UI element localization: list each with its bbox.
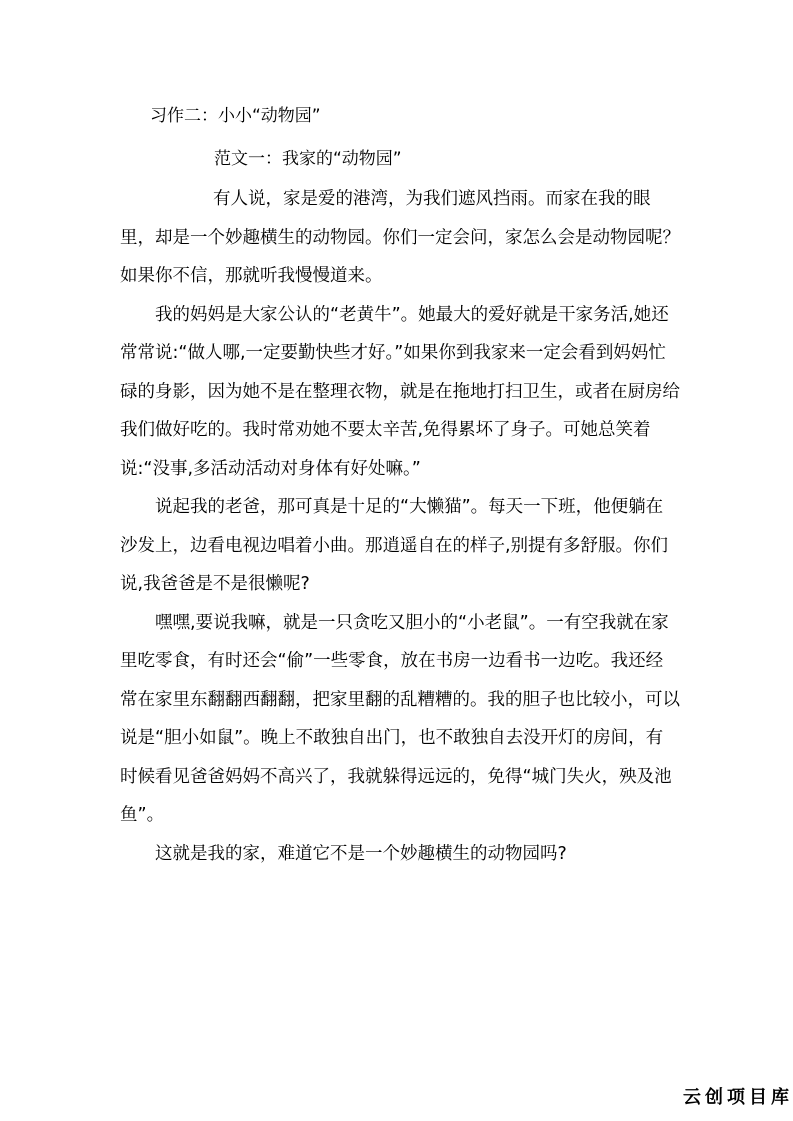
paragraph-conclusion: 这就是我的家，难道它不是一个妙趣横生的动物园吗? xyxy=(155,843,567,864)
paragraph-self: 嘿嘿,要说我嘛，就是一只贪吃又胆小的“小老鼠”。一有空我就在家里吃零食，有时还会“偷”一些零食，放在书房一边看书一边吃。我还经常在家里东翻翻西翻翻，把家里翻的乱糟糟的。我的胆子也比较小，可以说是“胆小如鼠”。晚上不敢独自出门，也不敢独自去没开灯的房间，有时候看见爸爸妈妈不高兴了，我就躲得远远的，免得“城门失火，殃及池鱼”。 xyxy=(120,612,680,825)
essay-title: 范文一：我家的“动物园” xyxy=(214,149,402,169)
section-title: 习作二：小小“动物园” xyxy=(150,106,321,126)
paragraph-intro: 有人说，家是爱的港湾，为我们遮风挡雨。而家在我的眼里，却是一个妙趣横生的动物园。你们一定会问，家怎么会是动物园呢？如果你不信，那就听我慢慢道来。 xyxy=(120,189,680,286)
paragraph-mother: 我的妈妈是大家公认的“老黄牛”。她最大的爱好就是干家务活,她还常常说:“做人哪,一定要勤快些才好。”如果你到我家来一定会看到妈妈忙碌的身影，因为她不是在整理衣物，就是在拖地打扫卫生，或者在厨房给我们做好吃的。我时常劝她不要太辛苦,免得累坏了身子。可她总笑着说:“没事,多活动活动对身体有好处嘛。” xyxy=(120,304,680,479)
essay-body xyxy=(120,180,680,873)
paragraph-father: 说起我的老爸，那可真是十足的“大懒猫”。每天一下班，他便躺在沙发上，边看电视边唱着小曲。那逍遥自在的样子,别提有多舒服。你们说,我爸爸是不是很懒呢? xyxy=(120,497,669,594)
watermark-logo: 云创项目库 xyxy=(683,1087,793,1108)
